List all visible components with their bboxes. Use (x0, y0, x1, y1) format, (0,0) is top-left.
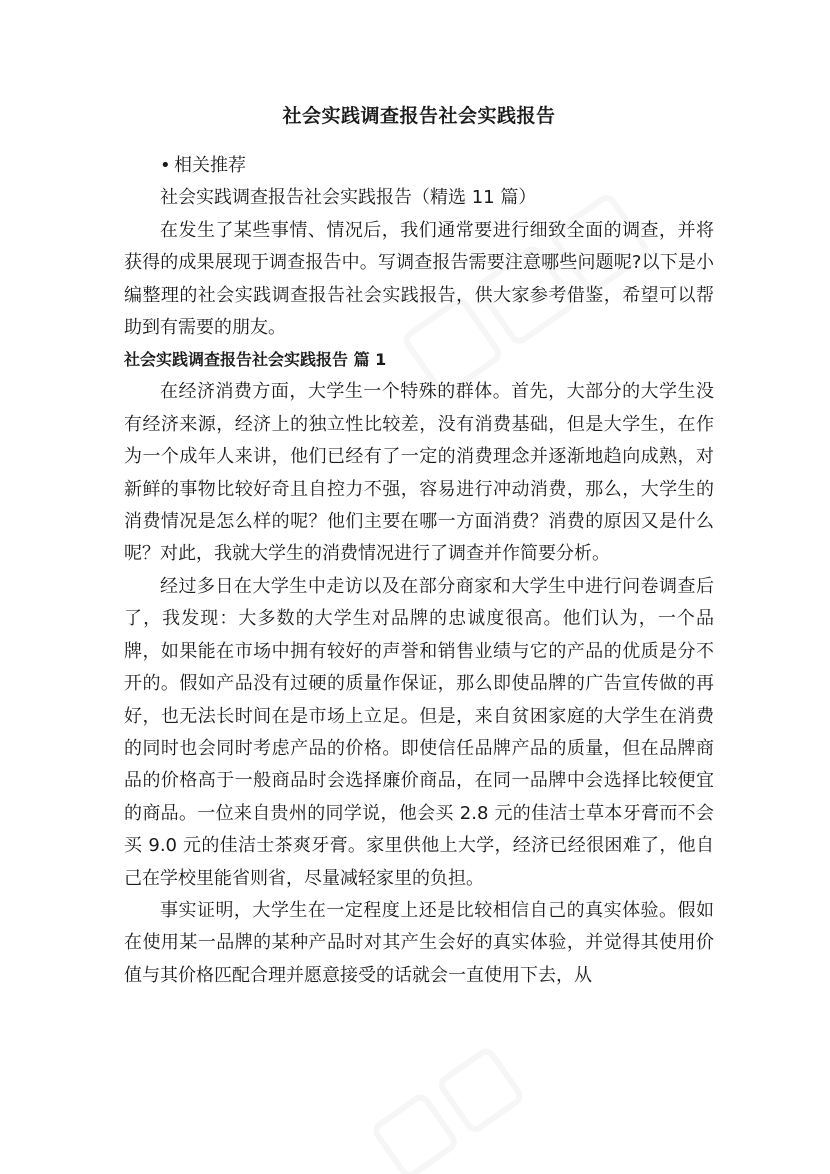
body-paragraph: 在经济消费方面，大学生一个特殊的群体。首先，大部分的大学生没有经济来源，经济上的独立性比较差，没有消费基础，但是大学生，在作为一个成年人来讲，他们已经有了一定的消费理念并逐渐地趋向成熟，对新鲜的事物比较好奇且自控力不强，容易进行冲动消费，那么，大学生的消费情况是怎么样的呢？他们主要在哪一方面消费？消费的原因又是什么呢？对此，我就大学生的消费情况进行了调查并作简要分析。 (124, 381, 714, 565)
bullet-icon: • (160, 155, 171, 176)
intro-paragraph: 在发生了某些事情、情况后，我们通常要进行细致全面的调查，并将获得的成果展现于调查报告中。写调查报告需要注意哪些问题呢?以下是小编整理的社会实践调查报告社会实践报告，供大家参考借鉴，希望可以帮助到有需要的朋友。 (124, 219, 714, 339)
body-paragraph: 事实证明，大学生在一定程度上还是比较相信自己的真实体验。假如在使用某一品牌的某种产品时对其产生会好的真实体验，并觉得其使用价值与其价格匹配合理并愿意接受的话就会一直使用下去，从 (124, 899, 714, 986)
related-label: 相关推荐 (174, 155, 246, 176)
section-heading: 社会实践调查报告社会实践报告 篇 1 (124, 350, 387, 370)
related-label-line (124, 150, 714, 182)
related-link[interactable]: 社会实践调查报告社会实践报告（精选 11 篇） (160, 187, 537, 209)
document-content (124, 100, 714, 992)
document-title: 社会实践调查报告社会实践报告 (282, 105, 556, 127)
body-paragraph: 经过多日在大学生中走访以及在部分商家和大学生中进行问卷调查后了，我发现：大多数的大学生对品牌的忠诚度很高。他们认为，一个品牌，如果能在市场中拥有较好的声誉和销售业绩与它的产品的优质是分不开的。假如产品没有过硬的质量作保证，那么即使品牌的广告宣传做的再好，也无法长时间在是市场上立足。但是，来自贫困家庭的大学生在消费的同时也会同时考虑产品的价格。即使信任品牌产品的质量，但在品牌商品的价格高于一般商品时会选择廉价商品，在同一品牌中会选择比较便宜的商品。一位来自贵州的同学说，他会买 2.8 元的佳洁士草本牙膏而不会买 9.0 元的佳洁士茶爽牙膏。家里供他上大学，经济已经很困难了，他自己在学校里能省则省，尽量减轻家里的负担。 (124, 575, 714, 889)
